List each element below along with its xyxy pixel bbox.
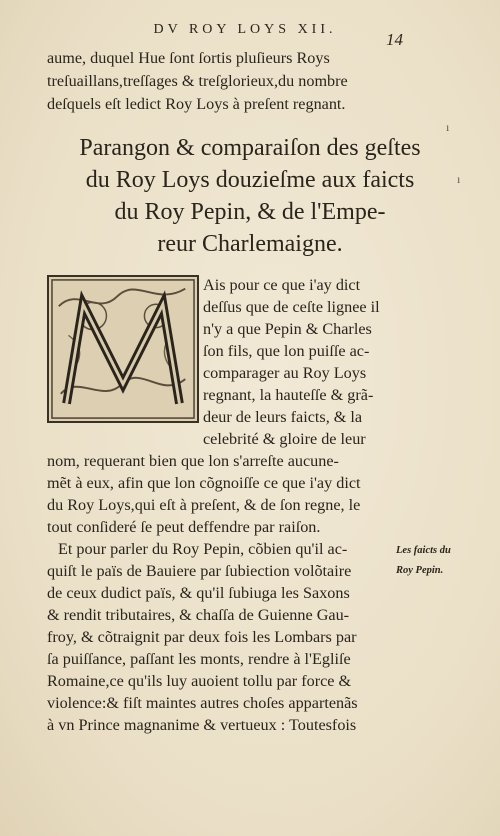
chapter-heading-line: Parangon & comparaiſon des geſtes [79,135,421,161]
text-line: regnant, la hauteſſe & grã- [203,386,374,404]
text-line: violence:& fiſt maintes autres choſes appartenãs [47,694,358,712]
text-line: n'y a que Pepin & Charles [203,320,372,338]
text-line: ſa puiſſance, paſſant les monts, rendre à l'Egliſe [47,650,351,668]
text-line: tout conſideré ſe peut deffendre par raiſon. [47,518,321,536]
text-line: du Roy Loys,qui eſt à preſent, & de ſon regne, le [47,496,361,514]
text-line: aume, duquel Hue ſont ſortis pluſieurs Roys [47,49,330,67]
chapter-heading-line: du Roy Loys douzieſme aux faicts [85,167,415,193]
running-title: DV ROY LOYS XII. [153,22,337,37]
text-line: nom, requerant bien que lon s'arreſte aucune- [47,452,339,470]
text-line: ſon fils, que lon puiſſe ac- [203,342,370,360]
page-number: 14 [386,30,403,49]
text-line: mẽt à eux, afin que lon cõgnoiſſe ce que i'ay dict [47,474,361,492]
text-line: treſuaillans,treſſages & treſglorieux,du nombre [47,72,348,90]
text-line: quiſt le païs de Bauiere par ſubiection volõtaire [47,562,352,580]
chapter-heading-line: reur Charlemaigne. [157,231,343,257]
text-line: celebrité & gloire de leur [203,430,366,448]
ornament-illustration [49,277,197,421]
text-line: froy, & cõtraignit par deux fois les Lombars par [47,628,357,646]
marginal-note: Roy Pepin. [396,565,444,576]
text-line: Ais pour ce que i'ay dict [203,276,361,294]
text-line: & rendit tributaires, & chaſſa de Guienne Gau- [47,606,350,624]
chapter-heading-line: du Roy Pepin, & de l'Empe- [114,199,386,225]
ink-mark: ı [457,172,461,186]
text-line: Romaine,ce qu'ils luy auoient tollu par force & [47,672,352,690]
text-line: deur de leurs faicts, & la [203,408,363,426]
ink-mark: ı [446,120,450,134]
text-line: de ceux dudict païs, & qu'il ſubiuga les Saxons [47,584,350,602]
text-line: deſſus que de ceſte lignee il [203,298,380,316]
decorated-initial-letter [47,275,199,423]
text-line: à vn Prince magnanime & vertueux : Toutesfois [47,716,357,734]
text-line: deſquels eſt ledict Roy Loys à preſent regnant. [47,95,346,113]
marginal-note: Les faicts du [396,545,451,556]
text-line: Et pour parler du Roy Pepin, cõbien qu'il ac- [58,540,348,558]
text-line: comparager au Roy Loys [203,364,367,382]
